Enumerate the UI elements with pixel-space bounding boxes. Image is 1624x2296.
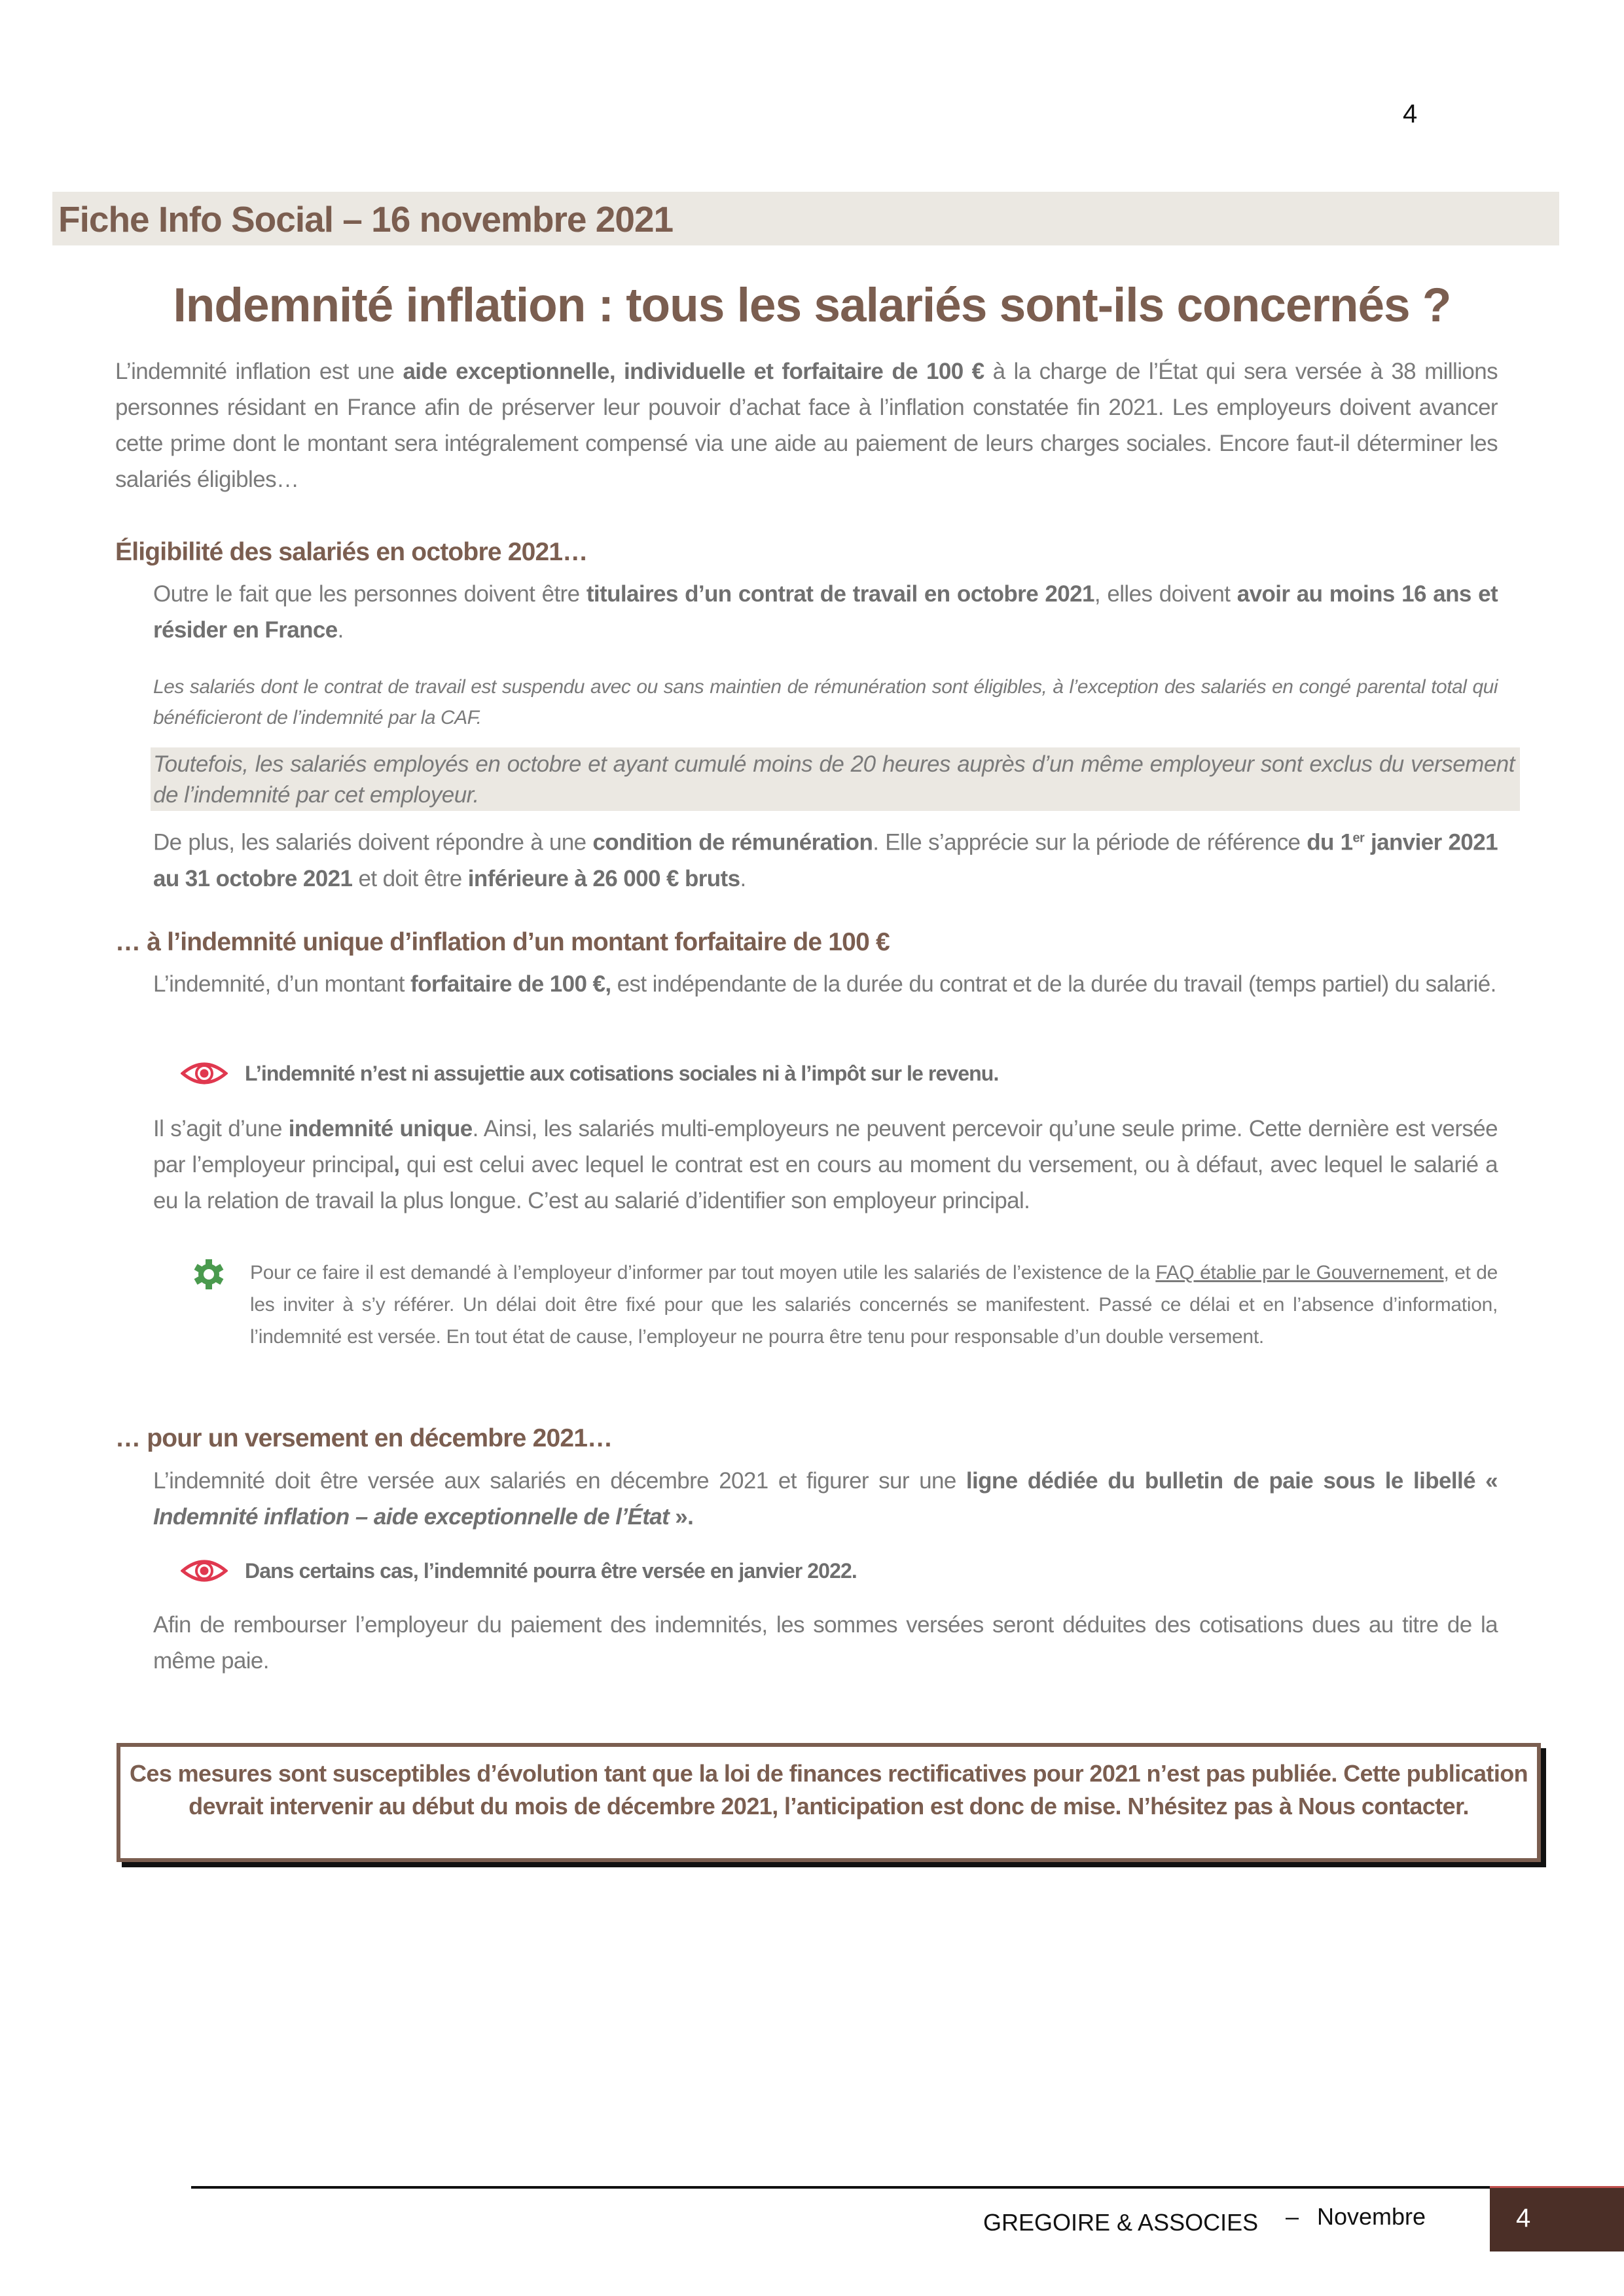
bold-text: condition de rémunération	[592, 829, 873, 855]
banner-title: Fiche Info Social – 16 novembre 2021	[58, 199, 674, 240]
bold-text: janvier 2021 au 31 octobre 2021	[153, 829, 1498, 891]
flat-amount-paragraph	[153, 966, 1498, 1002]
payslip-paragraph	[153, 1463, 1498, 1535]
bold-text: avoir au moins 16 ans et résider en France	[153, 581, 1498, 643]
bold-text: ,	[393, 1152, 400, 1177]
text: L’indemnité inflation est une	[115, 359, 403, 384]
text: , elles doivent	[1094, 581, 1237, 607]
bold-text: inférieure à 26 000 € bruts	[467, 865, 740, 891]
text: qui est celui avec lequel le contrat est en cours au moment du versement, ou à défaut, avec lequel le salarié a eu la relation de travail la plus longue. C’est au salarié d’identifier son employeur principal.	[153, 1152, 1498, 1213]
tax-exemption-callout	[181, 1059, 998, 1088]
text: , et de les inviter à s’y référer. Un délai doit être fixé pour que les salariés concernés se manifestent. Passé ce délai et en l’absence d’information, l’indemnité est versée. En tout état de cause, l’employeur ne pourra être tenu pour responsable d’un double versement.	[250, 1262, 1498, 1348]
bold-text: forfaitaire de 100 €,	[410, 971, 611, 997]
text: De plus, les salariés doivent répondre à une	[153, 829, 593, 855]
text: L’indemnité, d’un montant	[153, 971, 411, 997]
text: .	[740, 865, 746, 891]
text: Pour ce faire il est demandé à l’employeur d’informer par tout moyen utile les salariés de l’existence de la	[250, 1262, 1156, 1283]
january-callout	[181, 1556, 857, 1585]
remuneration-paragraph	[153, 820, 1498, 897]
superscript: er	[1352, 831, 1365, 845]
eligibility-paragraph	[153, 576, 1498, 648]
gear-icon	[192, 1258, 225, 1291]
callout-text: L’indemnité n’est ni assujettie aux cotisations sociales ni à l’impôt sur le revenu.	[245, 1061, 999, 1085]
faq-tip-text	[250, 1257, 1498, 1353]
text: à la charge de l’État qui sera versée à 38 millions personnes résidant en France afin de préserver leur pouvoir d’achat face à l’inflation constatée fin 2021. Les employeurs doivent avancer cette prime dont le montant sera intégralement compensé via une aide au paiement de leurs charges sociales. Encore faut-il déterminer les salariés éligibles…	[115, 359, 1498, 492]
bold-text: titulaires d’un contrat de travail en octobre 2021	[586, 581, 1094, 607]
header-page-number: 4	[1403, 99, 1418, 128]
bold-text: ».	[669, 1504, 694, 1530]
section-heading-december-payment: … pour un versement en décembre 2021…	[115, 1424, 613, 1452]
warning-text: Ces mesures sont susceptibles d’évolution tant que la loi de finances rectificatives pour 2021 n’est pas publiée. Cette publication devrait intervenir au début du mois de décembre 2021, l’anticipation est donc de mise. N’hésitez pas à Nous contacter.	[130, 1760, 1528, 1820]
text: . Elle s’apprécie sur la période de référence	[873, 829, 1307, 855]
footer-month: Novembre	[1317, 2203, 1426, 2230]
suspended-contract-note: Les salariés dont le contrat de travail est suspendu avec ou sans maintien de rémunération sont éligibles, à l’exception des salariés en congé parental total qui bénéficieront de l’indemnité par la CAF.	[153, 676, 1498, 728]
payslip-label: Indemnité inflation – aide exceptionnelle de l’État	[153, 1504, 670, 1530]
footer-divider	[191, 2186, 1490, 2189]
exclusion-text: Toutefois, les salariés employés en octobre et ayant cumulé moins de 20 heures auprès d’un même employeur sont exclus du versement de l’indemnité par cet employeur.	[153, 751, 1515, 808]
text: est indépendante de la durée du contrat et de la durée du travail (temps partiel) du salarié.	[611, 971, 1496, 997]
reimbursement-paragraph: Afin de rembourser l’employeur du paiement des indemnités, les sommes versées seront déduites des cotisations dues au titre de la même paie.	[153, 1612, 1498, 1674]
text: .	[337, 617, 344, 643]
bold-text: du 1	[1307, 829, 1353, 855]
text: et doit être	[352, 865, 468, 891]
warning-box	[117, 1743, 1541, 1862]
bold-text: aide exceptionnelle, individuelle et forfaitaire de 100 €	[403, 359, 984, 384]
section-heading-unique-indemnity: … à l’indemnité unique d’inflation d’un montant forfaitaire de 100 €	[115, 928, 890, 956]
bold-text: indemnité unique	[288, 1116, 473, 1141]
eye-icon	[181, 1556, 228, 1585]
page-title: Indemnité inflation : tous les salariés sont-ils concernés ?	[173, 279, 1451, 332]
multi-employer-paragraph	[153, 1111, 1498, 1219]
footer-page-box	[1490, 2188, 1624, 2251]
footer-page-number: 4	[1516, 2204, 1531, 2233]
footer-company: GREGOIRE & ASSOCIES	[983, 2209, 1259, 2236]
section-heading-eligibility: Éligibilité des salariés en octobre 2021…	[115, 538, 588, 566]
faq-link[interactable]: FAQ établie par le Gouvernement	[1155, 1262, 1444, 1283]
text: L’indemnité doit être versée aux salariés en décembre 2021 et figurer sur une	[153, 1468, 966, 1494]
exclusion-highlight	[151, 747, 1520, 811]
callout-text: Dans certains cas, l’indemnité pourra être versée en janvier 2022.	[245, 1558, 857, 1583]
banner	[52, 192, 1559, 245]
intro-paragraph	[115, 353, 1498, 497]
text: Il s’agit d’une	[153, 1116, 289, 1141]
text: Outre le fait que les personnes doivent être	[153, 581, 586, 607]
text: . Ainsi, les salariés multi-employeurs ne peuvent percevoir qu’une seule prime. Cette dernière est versée par l’employeur principal	[153, 1116, 1498, 1177]
bold-text: ligne dédiée du bulletin de paie sous le libellé «	[965, 1468, 1498, 1494]
eye-icon	[181, 1059, 228, 1088]
footer-separator: –	[1286, 2203, 1299, 2230]
